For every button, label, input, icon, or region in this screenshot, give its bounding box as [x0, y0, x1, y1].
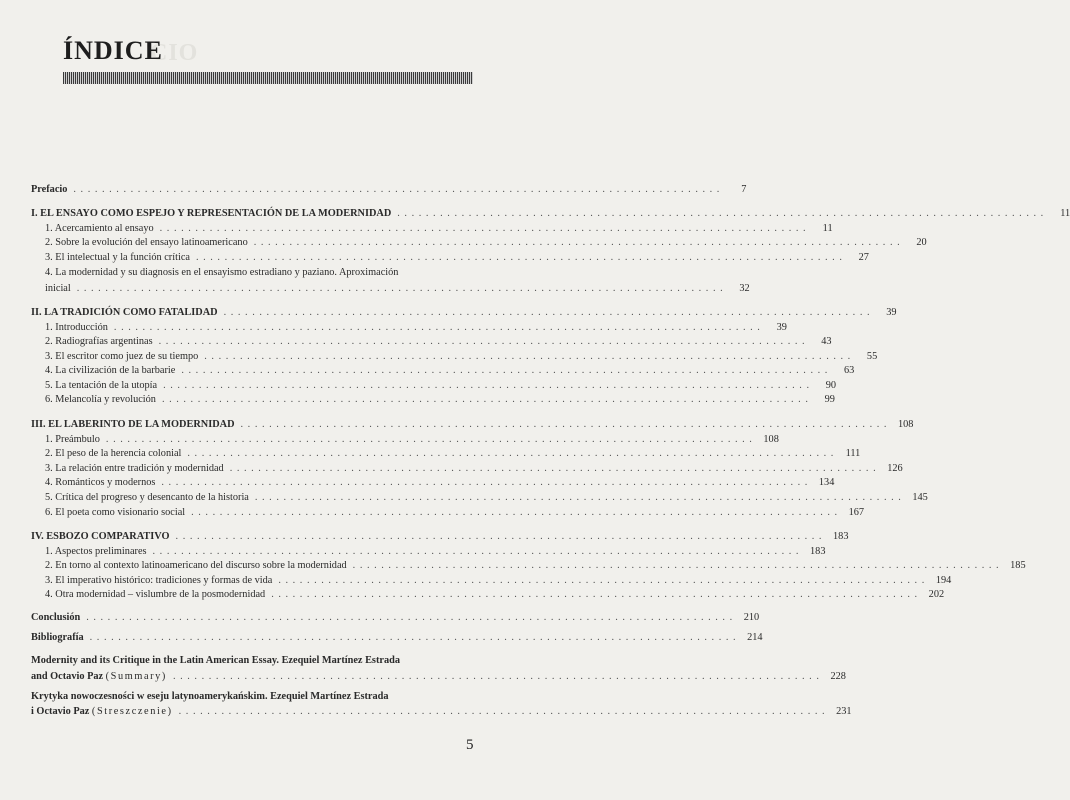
toc-entry-4-3[interactable]: 3. El imperativo histórico: tradiciones y formas de vida . . . 194 — [45, 574, 476, 587]
toc-entry-chapter-4[interactable]: IV. ESBOZO COMPARATIVO . . . 183 — [31, 530, 476, 543]
toc-entry-3-2[interactable]: 2. El peso de la herencia colonial . . . 111 — [45, 447, 476, 460]
toc-entry-summary-line1[interactable]: Modernity and its Critique in the Latin American Essay. Ezequiel Martínez Estrada — [31, 655, 400, 666]
leader-dots — [224, 306, 871, 319]
toc-entry-2-4[interactable]: 4. La civilización de la barbarie . . . 63 — [45, 364, 476, 377]
toc-entry-1-4[interactable]: inicial . . . 32 — [45, 282, 476, 295]
toc-entry-2-6[interactable]: 6. Melancolía y revolución . . . 99 — [45, 393, 476, 406]
toc-entry-bibliografia[interactable]: Bibliografía . . . 214 — [31, 631, 476, 644]
leader-dots — [179, 705, 826, 718]
leader-dots — [230, 462, 877, 475]
toc-entry-chapter-3[interactable]: III. EL LABERINTO DE LA MODERNIDAD . . . 108 — [31, 418, 476, 431]
leader-dots — [353, 559, 1000, 572]
toc-entry-4-1[interactable]: 1. Aspectos preliminares . . . 183 — [45, 545, 476, 558]
leader-dots — [73, 183, 720, 196]
toc-entry-1-4-line1[interactable]: 4. La modernidad y su diagnosis en el ensayismo estradiano y paziano. Aproximación — [45, 267, 399, 278]
toc-entry-streszczenie-line1[interactable]: Krytyka nowoczesności w eseju latynoamerykańskim. Ezequiel Martínez Estrada — [31, 691, 389, 702]
toc-entry-2-2[interactable]: 2. Radiografías argentinas . . . 43 — [45, 335, 476, 348]
toc-entry-3-3[interactable]: 3. La relación entre tradición y modernidad . . . 126 — [45, 462, 476, 475]
leader-dots — [160, 222, 807, 235]
leader-dots — [187, 447, 834, 460]
leader-dots — [153, 545, 800, 558]
bleed-through-text: CIO — [150, 40, 199, 66]
toc-entry-streszczenie[interactable]: i Octavio Paz (Streszczenie) . . . 231 — [31, 705, 476, 718]
leader-dots — [162, 393, 809, 406]
leader-dots — [241, 418, 888, 431]
toc-entry-3-5[interactable]: 5. Crítica del progreso y desencanto de la historia . . . 145 — [45, 491, 476, 504]
page-title: ÍNDICE — [63, 36, 163, 65]
leader-dots — [77, 282, 724, 295]
leader-dots — [173, 670, 820, 683]
toc-entry-2-1[interactable]: 1. Introducción . . . 39 — [45, 321, 476, 334]
page-number: 5 — [466, 737, 474, 753]
leader-dots — [196, 251, 843, 264]
toc-entry-summary[interactable]: and Octavio Paz (Summary) . . . 228 — [31, 670, 476, 683]
toc-entry-1-2[interactable]: 2. Sobre la evolución del ensayo latinoamericano . . . 20 — [45, 236, 476, 249]
toc-entry-4-2[interactable]: 2. En torno al contexto latinoamericano del discurso sobre la modernidad . . . 185 — [45, 559, 476, 572]
toc-entry-1-1[interactable]: 1. Acercamiento al ensayo . . . 11 — [45, 222, 476, 235]
toc-entry-4-4[interactable]: 4. Otra modernidad – vislumbre de la posmodernidad . . . 202 — [45, 588, 476, 601]
title-rule — [63, 72, 473, 84]
leader-dots — [278, 574, 925, 587]
leader-dots — [86, 611, 733, 624]
toc-entry-conclusion[interactable]: Conclusión . . . 210 — [31, 611, 476, 624]
leader-dots — [163, 379, 810, 392]
leader-dots — [114, 321, 761, 334]
leader-dots — [181, 364, 828, 377]
toc-entry-prefacio[interactable]: Prefacio . . . 7 — [31, 183, 476, 196]
toc-entry-2-3[interactable]: 3. El escritor como juez de su tiempo . . . 55 — [45, 350, 476, 363]
toc-entry-3-1[interactable]: 1. Preámbulo . . . 108 — [45, 433, 476, 446]
leader-dots — [159, 335, 806, 348]
leader-dots — [254, 236, 901, 249]
leader-dots — [90, 631, 737, 644]
leader-dots — [106, 433, 753, 446]
leader-dots — [176, 530, 823, 543]
toc-entry-3-4[interactable]: 4. Románticos y modernos . . . 134 — [45, 476, 476, 489]
leader-dots — [397, 207, 1044, 220]
toc-entry-2-5[interactable]: 5. La tentación de la utopía . . . 90 — [45, 379, 476, 392]
leader-dots — [271, 588, 918, 601]
toc-entry-chapter-1[interactable]: I. EL ENSAYO COMO ESPEJO Y REPRESENTACIÓN DE LA MODERNIDAD . . . 11 — [31, 207, 476, 220]
toc-entry-3-6[interactable]: 6. El poeta como visionario social . . . 167 — [45, 506, 476, 519]
leader-dots — [204, 350, 851, 363]
toc-entry-chapter-2[interactable]: II. LA TRADICIÓN COMO FATALIDAD . . . 39 — [31, 306, 476, 319]
leader-dots — [191, 506, 838, 519]
leader-dots — [255, 491, 902, 504]
leader-dots — [161, 476, 808, 489]
toc-entry-1-3[interactable]: 3. El intelectual y la función crítica . . . 27 — [45, 251, 476, 264]
